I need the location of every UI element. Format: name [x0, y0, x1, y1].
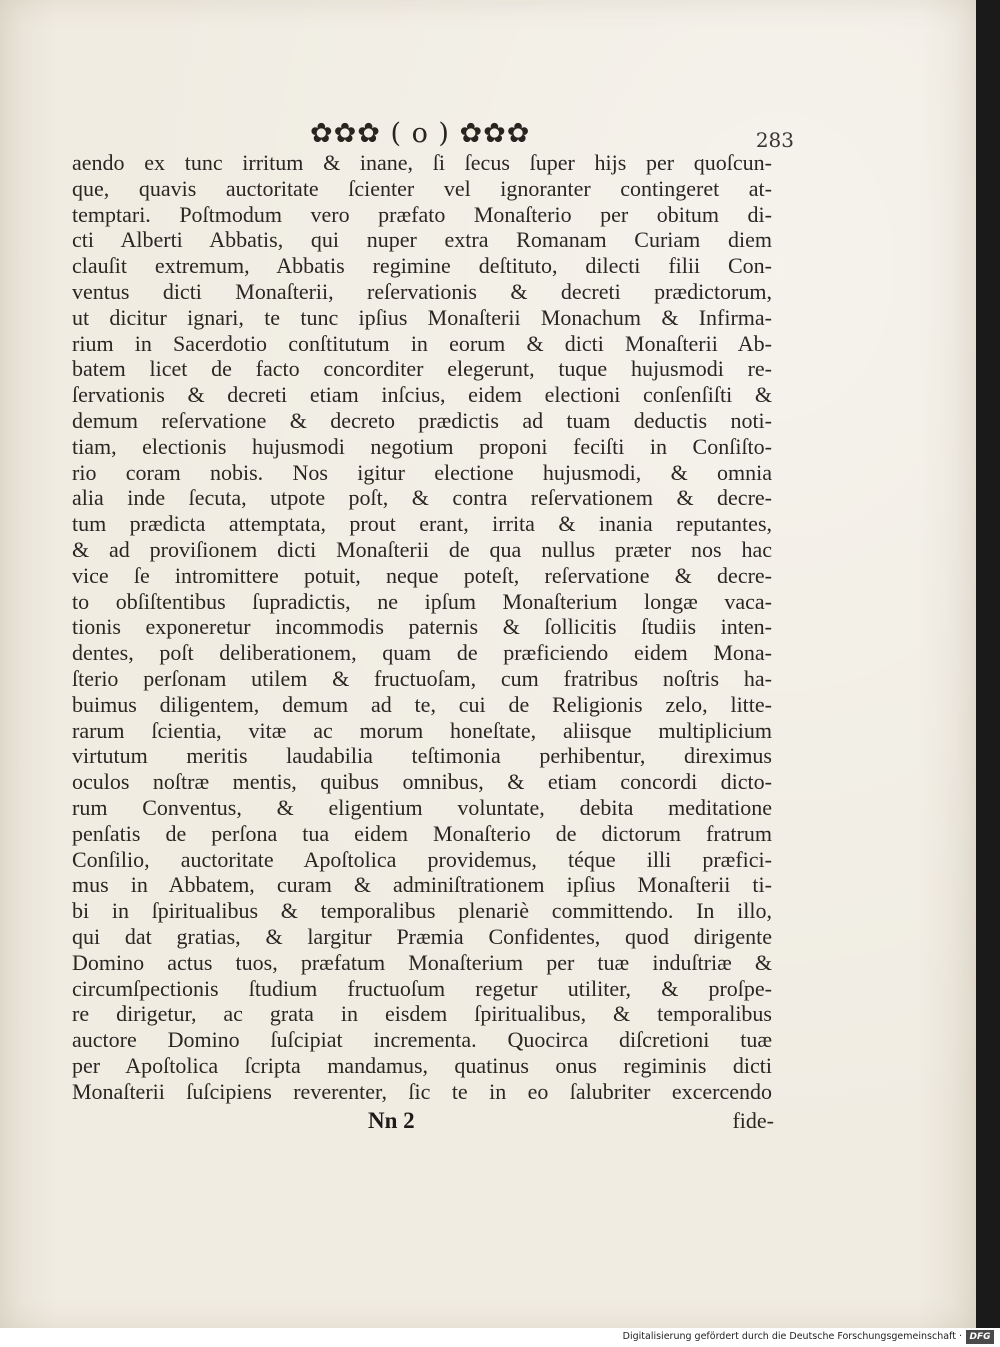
- text-line: virtutum meritis laudabilia teſtimonia perhibentur, direximus: [72, 743, 772, 769]
- text-line: rarum ſcientia, vitæ ac morum honeſtate, aliisque multiplicium: [72, 717, 772, 743]
- text-line: clauſit extremum, Abbatis regimine deſtituto, dilecti filii Con-: [72, 253, 772, 279]
- text-line: bi in ſpiritualibus & temporalibus plenariè committendo. In illo,: [72, 898, 772, 924]
- text-line: buimus diligentem, demum ad te, cui de Religionis zelo, litte-: [72, 691, 772, 717]
- dfg-logo-icon: DFG: [966, 1330, 994, 1344]
- text-line: rium in Sacerdotio conſtitutum in eorum & dicti Monaſterii Ab-: [72, 330, 772, 356]
- text-line: dentes, poſt deliberationem, quam de præficiendo eidem Mona-: [72, 640, 772, 666]
- text-line: per Apoſtolica ſcripta mandamus, quatinus onus regiminis dicti: [72, 1052, 772, 1078]
- body-text: [72, 150, 772, 1104]
- text-line: aendo ex tunc irritum & inane, ſi ſecus ſuper hijs per quoſcun-: [72, 150, 772, 175]
- text-line: ventus dicti Monaſterii, reſervationis & decreti prædictorum,: [72, 278, 772, 304]
- text-line: temptari. Poſtmodum vero præfato Monaſterio per obitum di-: [72, 201, 772, 227]
- text-line: ut dicitur ignari, te tunc ipſius Monaſterii Monachum & Infirma-: [72, 304, 772, 330]
- text-line: tionis exponeretur incommodis paternis & ſollicitis ſtudiis inten-: [72, 614, 772, 640]
- text-line: circumſpectionis ſtudium fructuoſum regetur utiliter, & proſpe-: [72, 975, 772, 1001]
- text-line: Conſilio, auctoritate Apoſtolica providemus, téque illi præfici-: [72, 846, 772, 872]
- text-line: demum reſervatione & decreto prædictis ad tuam deductis noti-: [72, 407, 772, 433]
- text-line: & ad proviſionem dicti Monaſterii de qua nullus præter nos hac: [72, 536, 772, 562]
- funding-credit: Digitalisierung gefördert durch die Deutsche Forschungsgemeinschaft ·: [622, 1331, 962, 1342]
- text-line: tum prædicta attemptata, prout erant, irrita & inania reputantes,: [72, 511, 772, 537]
- text-line: qui dat gratias, & largitur Præmia Confidentes, quod dirigente: [72, 923, 772, 949]
- text-line: batem licet de facto concorditer elegerunt, tuque hujusmodi re-: [72, 356, 772, 382]
- catchword: fide-: [732, 1108, 774, 1134]
- text-line: mus in Abbatem, curam & adminiſtrationem ipſius Monaſterii ti-: [72, 872, 772, 898]
- text-line: ſterio perſonam utilem & fructuoſam, cum fratribus noſtris ha-: [72, 665, 772, 691]
- page-footer: [72, 1108, 772, 1138]
- text-line: Domino actus tuos, præfatum Monaſterium per tuæ induſtriæ &: [72, 949, 772, 975]
- text-line: rio coram nobis. Nos igitur electione hujusmodi, & omnia: [72, 459, 772, 485]
- text-line: cti Alberti Abbatis, qui nuper extra Romanam Curiam diem: [72, 227, 772, 253]
- page-number: 283: [755, 128, 794, 152]
- page-content: [72, 118, 794, 1138]
- text-line: que, quavis auctoritate ſcienter vel ignoranter contingeret at-: [72, 175, 772, 201]
- text-line: to obſiſtentibus ſupradictis, ne ipſum Monaſterium longæ vaca-: [72, 588, 772, 614]
- text-line: ſervationis & decreti etiam inſcius, eidem electioni conſenſiſti &: [72, 382, 772, 408]
- text-line: rum Conventus, & eligentium voluntate, debita meditatione: [72, 794, 772, 820]
- signature-mark: Nn 2: [368, 1108, 415, 1134]
- text-line: tiam, electionis hujusmodi negotium proponi feciſti in Conſiſto-: [72, 433, 772, 459]
- running-header: [72, 118, 794, 154]
- text-line: vice ſe intromittere potuit, neque poteſt, reſervatione & decre-: [72, 562, 772, 588]
- text-line: penſatis de perſona tua eidem Monaſterio de dictorum fratrum: [72, 820, 772, 846]
- header-ornament: ✿✿✿ ( o ) ✿✿✿: [310, 118, 531, 149]
- credit-bar: [0, 1328, 1000, 1347]
- text-line: oculos noſtræ mentis, quibus omnibus, & etiam concordi dicto-: [72, 769, 772, 795]
- text-line: alia inde ſecuta, utpote poſt, & contra reſervationem & decre-: [72, 485, 772, 511]
- text-line: Monaſterii ſuſcipiens reverenter, ſic te in eo ſalubriter excercendo: [72, 1078, 772, 1104]
- text-line: re dirigetur, ac grata in eisdem ſpiritualibus, & temporalibus: [72, 1001, 772, 1027]
- text-line: auctore Domino ſuſcipiat incrementa. Quocirca diſcretioni tuæ: [72, 1027, 772, 1053]
